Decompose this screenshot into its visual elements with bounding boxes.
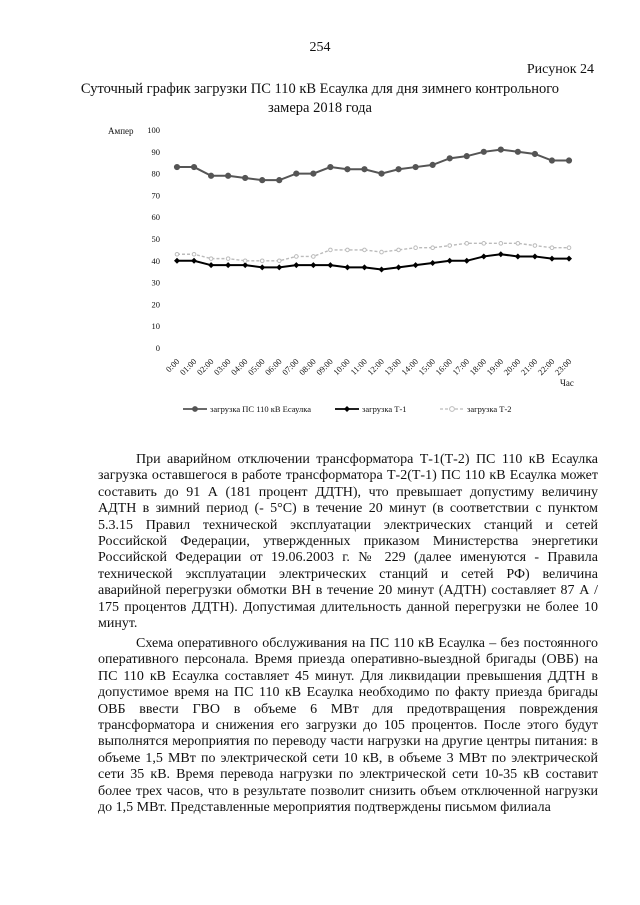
- x-tick-label: 16:00: [433, 356, 455, 378]
- data-point: [430, 260, 436, 266]
- data-point: [208, 173, 213, 178]
- data-point: [361, 264, 367, 270]
- data-point: [328, 164, 333, 169]
- y-tick-label: 20: [151, 299, 160, 310]
- data-point: [532, 151, 537, 156]
- data-point: [192, 252, 196, 256]
- data-point: [344, 264, 350, 270]
- series-line: [177, 150, 569, 181]
- data-point: [362, 167, 367, 172]
- page-number: 254: [309, 40, 331, 55]
- series-layer: [174, 147, 572, 273]
- data-point: [276, 264, 282, 270]
- data-point: [413, 164, 418, 169]
- y-tick-label: 80: [151, 168, 160, 179]
- legend-item: [335, 404, 407, 414]
- data-point: [277, 178, 282, 183]
- data-point: [550, 246, 554, 250]
- x-tick-label: 09:00: [314, 356, 335, 378]
- data-point: [481, 253, 487, 259]
- data-point: [174, 258, 180, 264]
- load-chart: [0, 118, 640, 430]
- data-point: [226, 257, 230, 261]
- data-point: [310, 262, 316, 268]
- y-axis: [147, 125, 160, 353]
- legend-item: [440, 404, 512, 414]
- paragraph-2-text: Схема оперативного обслуживания на ПС 110 кВ Есаулка – без постоянного оперативного персонала. Время приезда оперативно-выездной бригады (ОВБ) на ПС 110 кВ Есаулка составляет 45 минут. Для ликвидации превышения ДДТН в допустимое время на ПС 110 кВ Есаулка необходимо по факту приезда бригады ОВБ ввести ГВО в объеме 6 МВт для предотвращения повреждения трансформатора и снижения его загрузки до 105 процентов. После этого будут выполнятся мероприятия по переводу части нагрузки на другие центры питания: в объеме 1,5 МВт по электрической сети 10 кВ, в объеме 3 МВт по электрической сети 35 кВ. Время перевода нагрузки по электрической сети 10-35 кВ составит более трех часов, что в результате позволит снизить объем отключенной нагрузки до 1,5 МВт. Представленные мероприятия подтверждены письмом филиала: [98, 636, 598, 816]
- x-tick-label: 14:00: [399, 356, 421, 378]
- data-point: [413, 262, 419, 268]
- data-point: [448, 244, 452, 248]
- data-point: [549, 256, 555, 262]
- data-point: [431, 246, 435, 250]
- data-point: [516, 242, 520, 246]
- data-point: [311, 171, 316, 176]
- legend-item: [183, 404, 311, 414]
- data-point: [175, 252, 179, 256]
- data-point: [293, 262, 299, 268]
- series-2: [174, 251, 572, 272]
- data-point: [481, 149, 486, 154]
- legend-label: загрузка Т-1: [362, 404, 407, 414]
- y-tick-label: 0: [155, 343, 160, 353]
- x-tick-label: 01:00: [177, 356, 199, 378]
- paragraph-1-text: При аварийном отключении трансформатора Т-1(Т-2) ПС 110 кВ Есаулка загрузка оставшегося в работе трансформатора Т-2(Т-1) ПС 110 кВ Есаулка может составить до 91 А (181 процент ДДТН), что превышает допустиму величину АДТН в зимний период (- 5°С) в течение 20 минут (в соответствии с пунктом 5.3.15 Правил технической эксплуатации электрических станций и сетей Российской Федерации, утвержденных приказом Министерства энергетики Российской Федерации от 19.06.2003 г. № 229 (далее именуются - Правила технической эксплуатации электрических станций и сетей РФ) величина аварийной перегрузки обмотки ВН в течение 20 минут (АДТН) составляет 87 А / 175 процентов ДДТН). Допустимая длительность данной перегрузки не более 10 минут.: [98, 452, 598, 632]
- x-tick-label: 03:00: [211, 356, 233, 378]
- data-point: [259, 264, 265, 270]
- y-tick-label: 40: [151, 255, 160, 266]
- x-tick-label: 13:00: [382, 356, 403, 378]
- data-point: [191, 164, 196, 169]
- data-point: [243, 175, 248, 180]
- paragraph-2: [98, 636, 598, 816]
- legend-label: загрузка Т-2: [467, 404, 512, 414]
- data-point: [464, 258, 470, 264]
- figure-label: Рисунок 24: [526, 62, 594, 77]
- y-tick-label: 70: [151, 190, 160, 201]
- x-tick-label: 15:00: [416, 356, 438, 378]
- data-point: [515, 253, 521, 259]
- data-point: [380, 250, 384, 254]
- x-tick-label: 23:00: [552, 356, 574, 378]
- data-point: [447, 258, 453, 264]
- y-tick-label: 50: [151, 234, 160, 244]
- y-tick-label: 60: [151, 212, 160, 223]
- data-point: [498, 147, 503, 152]
- x-tick-label: 18:00: [467, 356, 489, 378]
- data-point: [277, 259, 281, 263]
- data-point: [329, 248, 333, 252]
- data-point: [327, 262, 333, 268]
- x-axis: [164, 356, 574, 377]
- data-point: [226, 173, 231, 178]
- y-tick-label: 30: [151, 277, 160, 288]
- data-point: [209, 257, 213, 261]
- y-axis-label: Ампер: [108, 126, 134, 136]
- data-point: [294, 171, 299, 176]
- x-axis-label: Час: [560, 378, 574, 388]
- data-point: [174, 164, 179, 169]
- legend-swatch-marker: [193, 407, 198, 412]
- x-tick-label: 22:00: [535, 356, 557, 378]
- data-point: [447, 156, 452, 161]
- series-line: [177, 254, 569, 269]
- legend-label: загрузка ПС 110 кВ Есаулка: [210, 404, 311, 414]
- data-point: [566, 256, 572, 262]
- x-tick-label: 06:00: [262, 356, 284, 378]
- data-point: [549, 158, 554, 163]
- data-point: [295, 255, 299, 259]
- x-tick-label: 08:00: [296, 356, 318, 378]
- data-point: [499, 242, 503, 246]
- data-point: [566, 158, 571, 163]
- series-1: [174, 147, 571, 183]
- data-point: [260, 178, 265, 183]
- data-point: [346, 248, 350, 252]
- y-tick-label: 90: [151, 146, 160, 157]
- x-tick-label: 17:00: [450, 356, 472, 378]
- data-point: [567, 246, 571, 250]
- data-point: [414, 246, 418, 250]
- x-tick-label: 0:00: [163, 356, 182, 375]
- x-tick-label: 11:00: [348, 356, 369, 377]
- data-point: [345, 167, 350, 172]
- x-tick-label: 10:00: [331, 356, 352, 378]
- data-point: [532, 253, 538, 259]
- series-3: [175, 242, 571, 263]
- paragraph-1: [98, 452, 598, 632]
- data-point: [396, 167, 401, 172]
- x-tick-label: 05:00: [245, 356, 267, 378]
- y-tick-label: 100: [147, 125, 160, 135]
- data-point: [396, 264, 402, 270]
- x-tick-label: 20:00: [501, 356, 523, 378]
- legend-swatch-marker: [450, 407, 455, 412]
- data-point: [225, 262, 231, 268]
- data-point: [482, 242, 486, 246]
- x-tick-label: 12:00: [365, 356, 386, 378]
- data-point: [243, 259, 247, 263]
- data-point: [430, 162, 435, 167]
- data-point: [515, 149, 520, 154]
- series-line: [177, 243, 569, 260]
- data-point: [379, 171, 384, 176]
- legend-swatch-marker: [344, 406, 350, 412]
- data-point: [379, 267, 385, 273]
- data-point: [260, 259, 264, 263]
- chart-legend: [183, 404, 512, 414]
- data-point: [191, 258, 197, 264]
- x-tick-label: 21:00: [518, 356, 540, 378]
- data-point: [397, 248, 401, 252]
- data-point: [533, 244, 537, 248]
- x-tick-label: 02:00: [194, 356, 216, 378]
- data-point: [208, 262, 214, 268]
- y-tick-label: 10: [151, 321, 160, 332]
- data-point: [464, 154, 469, 159]
- data-point: [498, 251, 504, 257]
- data-point: [312, 255, 316, 259]
- figure-title: Суточный график загрузки ПС 110 кВ Есаулка для дня зимнего контрольного замера 2018 года: [80, 81, 560, 116]
- data-point: [465, 242, 469, 246]
- x-tick-label: 04:00: [228, 356, 250, 378]
- x-tick-label: 07:00: [279, 356, 301, 378]
- x-tick-label: 19:00: [484, 356, 506, 378]
- data-point: [363, 248, 367, 252]
